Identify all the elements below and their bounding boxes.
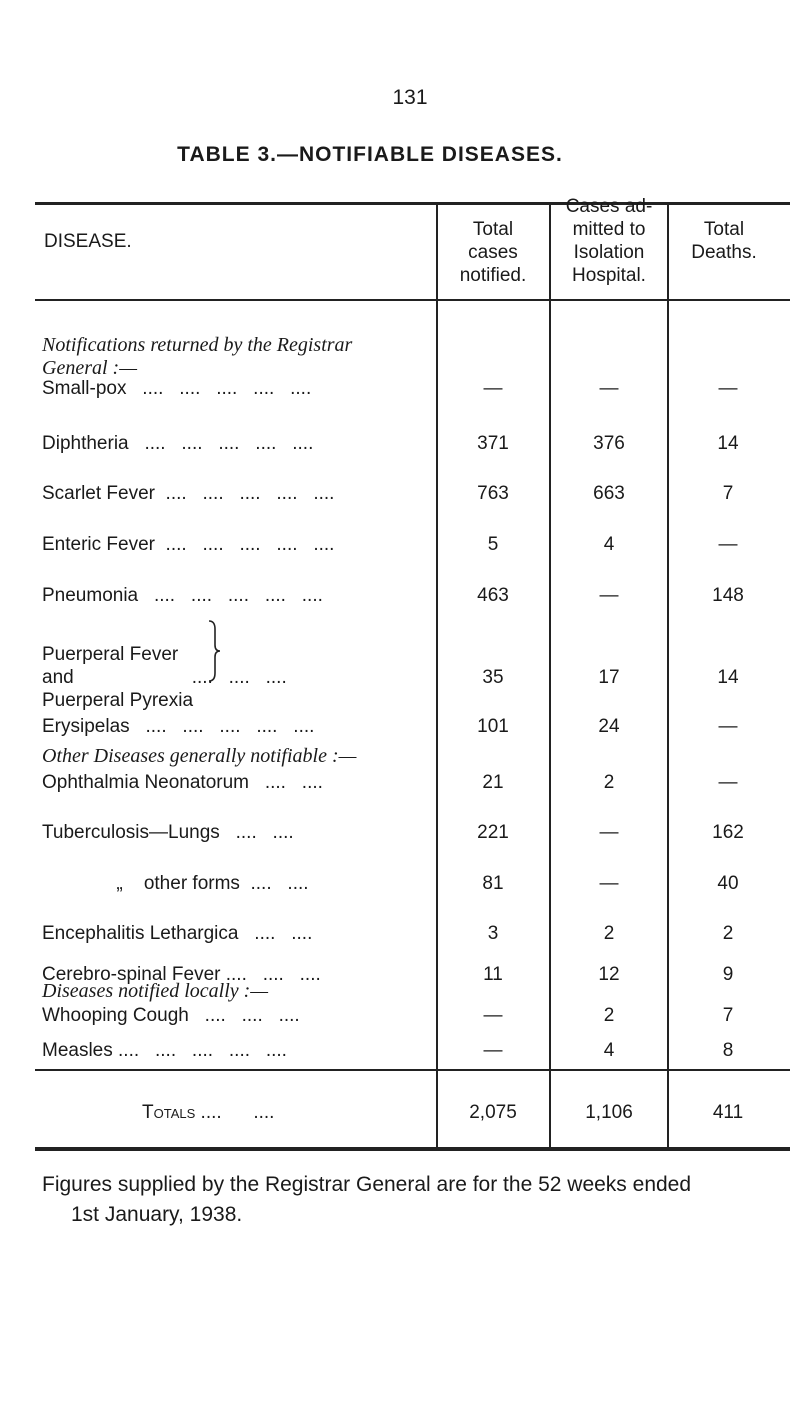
cell-deaths: 148 (712, 585, 744, 606)
column-divider (549, 202, 551, 1147)
cell-notified: 371 (477, 433, 509, 454)
cell-admitted: 2 (603, 1005, 615, 1026)
cell-admitted: 17 (598, 667, 620, 688)
totals-label: Totals .... .... (142, 1102, 275, 1123)
disease-name: „ other forms .... .... (90, 873, 309, 894)
cell-deaths: — (718, 534, 738, 555)
header-admitted: Cases ad- mitted to Isolation Hospital. (565, 196, 653, 286)
disease-name: Diphtheria .... .... .... .... .... (42, 433, 314, 454)
header-rule (35, 299, 790, 301)
total-deaths: 411 (712, 1102, 744, 1123)
cell-notified: — (483, 1040, 503, 1061)
cell-deaths: 14 (717, 667, 739, 688)
header-disease: DISEASE. (44, 231, 132, 252)
cell-notified: 101 (477, 716, 509, 737)
cell-admitted: 2 (603, 923, 615, 944)
footnote: Figures supplied by the Registrar General are for the 52 weeks ended 1st January, 1938. (42, 1173, 692, 1226)
disease-name: Encephalitis Lethargica .... .... (42, 923, 313, 944)
cell-deaths: 7 (722, 1005, 734, 1026)
cell-admitted: 4 (603, 1040, 615, 1061)
cell-admitted: 2 (603, 772, 615, 793)
cell-notified: 221 (477, 822, 509, 843)
cell-deaths: — (718, 716, 738, 737)
cell-admitted: 4 (603, 534, 615, 555)
cell-deaths: 9 (722, 964, 734, 985)
cell-admitted: — (599, 585, 619, 606)
table-bottom-rule (35, 1147, 790, 1151)
disease-name: Whooping Cough .... .... .... (42, 1005, 300, 1026)
cell-admitted: — (599, 378, 619, 399)
cell-admitted: 12 (598, 964, 620, 985)
cell-deaths: 2 (722, 923, 734, 944)
disease-name: Cerebro-spinal Fever .... .... .... (42, 964, 321, 985)
disease-name: Measles .... .... .... .... .... (42, 1040, 287, 1061)
cell-deaths: 40 (717, 873, 739, 894)
section-heading-local: Diseases notified locally :— (42, 980, 269, 1002)
brace-icon (207, 619, 221, 683)
cell-deaths: — (718, 772, 738, 793)
total-admitted: 1,106 (585, 1102, 633, 1123)
cell-notified: 81 (482, 873, 504, 894)
page-number: 131 (392, 86, 428, 109)
cell-deaths: 7 (722, 483, 734, 504)
cell-admitted: — (599, 873, 619, 894)
cell-deaths: 14 (717, 433, 739, 454)
cell-admitted: — (599, 822, 619, 843)
column-divider (667, 202, 669, 1147)
disease-name: Puerperal Fever and .... .... .... Puerperal Pyrexia (42, 644, 287, 711)
cell-notified: 11 (483, 964, 503, 985)
cell-notified: 3 (487, 923, 499, 944)
disease-name: Scarlet Fever .... .... .... .... .... (42, 483, 335, 504)
cell-admitted: 376 (593, 433, 625, 454)
cell-deaths: 8 (722, 1040, 734, 1061)
cell-notified: 463 (477, 585, 509, 606)
disease-name: Pneumonia .... .... .... .... .... (42, 585, 323, 606)
disease-name: Ophthalmia Neonatorum .... .... (42, 772, 323, 793)
header-deaths: Total Deaths. (691, 219, 757, 263)
cell-notified: 21 (482, 772, 504, 793)
disease-name: Erysipelas .... .... .... .... .... (42, 716, 315, 737)
total-notified: 2,075 (469, 1102, 517, 1123)
cell-notified: — (483, 378, 503, 399)
cell-admitted: 663 (593, 483, 625, 504)
section-heading-registrar: Notifications returned by the Registrar General :— (42, 334, 353, 379)
header-notified: Total cases notified. (459, 219, 527, 286)
cell-notified: 763 (477, 483, 509, 504)
cell-notified: 5 (487, 534, 499, 555)
disease-name: Small-pox .... .... .... .... .... (42, 378, 312, 399)
cell-notified: — (483, 1005, 503, 1026)
section-heading-other: Other Diseases generally notifiable :— (42, 745, 357, 767)
disease-name: Tuberculosis—Lungs .... .... (42, 822, 294, 843)
cell-admitted: 24 (598, 716, 620, 737)
totals-rule (35, 1069, 790, 1071)
table-top-rule (35, 202, 790, 205)
table-title: TABLE 3.—NOTIFIABLE DISEASES. (177, 143, 563, 166)
disease-name: Enteric Fever .... .... .... .... .... (42, 534, 335, 555)
cell-notified: 35 (482, 667, 504, 688)
cell-deaths: — (718, 378, 738, 399)
cell-deaths: 162 (712, 822, 744, 843)
